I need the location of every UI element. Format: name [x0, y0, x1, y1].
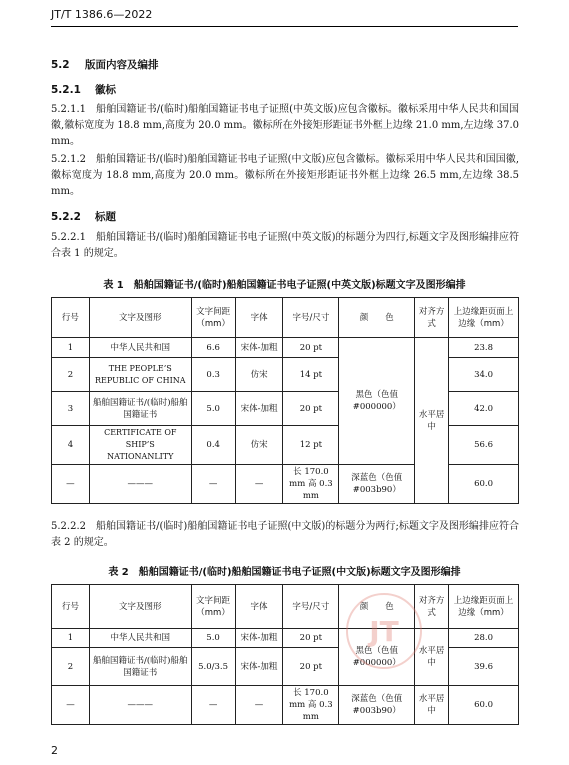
table-cell: 23.8: [449, 338, 519, 358]
table-cell: 长 170.0 mm 高 0.3 mm: [283, 465, 339, 504]
table1-caption: 表 1 船舶国籍证书/(临时)船舶国籍证书电子证照(中英文版)标题文字及图形编排: [103, 280, 466, 291]
table-cell: 0.4: [191, 426, 235, 465]
table-cell: 34.0: [449, 358, 519, 392]
table-row: [52, 465, 519, 504]
table-cell: —: [191, 465, 235, 504]
heading-5-2: 5.2 版面内容及编排: [51, 59, 159, 71]
table-cell: 5.0: [191, 629, 235, 648]
color-cell: 黑色（色值#000000）: [339, 629, 415, 686]
table-cell: 60.0: [449, 465, 519, 504]
align-cell: 水平居中: [415, 338, 449, 504]
table-cell: 1: [52, 338, 90, 358]
table-cell: 6.6: [191, 338, 235, 358]
table-cell: 宋体-加粗: [235, 392, 283, 426]
table-cell: 42.0: [449, 392, 519, 426]
table-cell: 60.0: [449, 686, 519, 725]
table1-header-cell: 行号: [52, 298, 90, 338]
table-cell: 船舶国籍证书/(临时)船舶国籍证书: [89, 392, 191, 426]
paragraph-5-2-2-1: 5.2.2.1 船舶国籍证书/(临时)船舶国籍证书电子证照(中英文版)的标题分为四行,标题文字及图形编排应符合表 1 的规定。: [51, 232, 519, 259]
table-row: [52, 338, 519, 358]
heading-5-2-1: 5.2.1 徽标: [51, 84, 116, 96]
table1-header-cell: 颜 色: [339, 298, 415, 338]
table-cell: 12 pt: [283, 426, 339, 465]
table-cell: —: [235, 465, 283, 504]
table-cell: 5.0/3.5: [191, 648, 235, 686]
table-cell: 中华人民共和国: [89, 338, 191, 358]
table2-header-cell: 字号/尺寸: [283, 585, 339, 629]
table-cell: 39.6: [449, 648, 519, 686]
table-cell: 20 pt: [283, 392, 339, 426]
paragraph-5-2-1-1: 5.2.1.1 船舶国籍证书/(临时)船舶国籍证书电子证照(中英文版)应包含徽标。徽标采用中华人民共和国国徽,徽标宽度为 18.8 mm,高度为 20.0 mm。徽标所在外接矩形距证书外框上边缘 21.0 mm,左边缘 37.0 mm。: [51, 104, 519, 147]
paragraph-5-2-1-2: 5.2.1.2 船舶国籍证书/(临时)船舶国籍证书电子证照(中文版)应包含徽标。徽标采用中华人民共和国国徽,徽标宽度为 18.8 mm,高度为 20.0 mm。徽标所在外接矩形距证书外框上边缘 26.5 mm,左边缘 38.5 mm。: [51, 154, 519, 197]
table-cell: 宋体-加粗: [235, 648, 283, 686]
table1-header-cell: 文字间距（mm）: [191, 298, 235, 338]
table-cell: 20 pt: [283, 648, 339, 686]
table2-header-cell: 文字及图形: [89, 585, 191, 629]
table2-header-cell: 对齐方式: [415, 585, 449, 629]
table2-header-cell: 行号: [52, 585, 90, 629]
table-row: [52, 648, 519, 686]
table-cell: —: [52, 686, 90, 725]
table-cell: 船舶国籍证书/(临时)船舶国籍证书: [89, 648, 191, 686]
table-row: [52, 629, 519, 648]
table-cell: 2: [52, 358, 90, 392]
standard-code: JT/T 1386.6—2022: [51, 8, 153, 21]
jt-watermark-stamp: JT: [346, 593, 422, 669]
table-cell: ———: [89, 686, 191, 725]
table2-caption: 表 2 船舶国籍证书/(临时)船舶国籍证书电子证照(中文版)标题文字及图形编排: [108, 567, 461, 578]
table-cell: 0.3: [191, 358, 235, 392]
table-cell: ———: [89, 465, 191, 504]
table1-header-cell: 字号/尺寸: [283, 298, 339, 338]
align-cell: 水平居中: [415, 686, 449, 725]
table-cell: 2: [52, 648, 90, 686]
table-1: [51, 297, 519, 504]
table2-header-cell: 文字间距（mm）: [191, 585, 235, 629]
page-number: 2: [51, 744, 58, 757]
paragraph-5-2-2-2: 5.2.2.2 船舶国籍证书/(临时)船舶国籍证书电子证照(中文版)的标题分为两行;标题文字及图形编排应符合表 2 的规定。: [51, 521, 519, 548]
table-cell: 1: [52, 629, 90, 648]
table-row: [52, 426, 519, 465]
table-cell: THE PEOPLE’S REPUBLIC OF CHINA: [89, 358, 191, 392]
table1-header-cell: 字体: [235, 298, 283, 338]
table-cell: 56.6: [449, 426, 519, 465]
heading-5-2-2: 5.2.2 标题: [51, 211, 116, 223]
table-cell: —: [235, 686, 283, 725]
table2-header-cell: 上边缘距页面上边缘（mm）: [449, 585, 519, 629]
table1-header-row: [52, 298, 519, 338]
table-row: [52, 392, 519, 426]
table2-header-row: [52, 585, 519, 629]
table1-header-cell: 对齐方式: [415, 298, 449, 338]
table-cell: 3: [52, 392, 90, 426]
table-cell: 14 pt: [283, 358, 339, 392]
header-rule: [51, 26, 518, 27]
table2-header-cell: 颜 色: [339, 585, 415, 629]
table-cell: 5.0: [191, 392, 235, 426]
color-cell: 深蓝色（色值#003b90）: [339, 686, 415, 725]
color-cell: 黑色（色值#000000）: [339, 338, 415, 465]
table1-header-cell: 上边缘距页面上边缘（mm）: [449, 298, 519, 338]
table2-header-cell: 字体: [235, 585, 283, 629]
table-cell: —: [52, 465, 90, 504]
align-cell: 水平居中: [415, 629, 449, 686]
table-2: [51, 584, 519, 725]
table-cell: —: [191, 686, 235, 725]
table-cell: 宋体-加粗: [235, 338, 283, 358]
table-cell: 4: [52, 426, 90, 465]
table-cell: 仿宋: [235, 426, 283, 465]
table1-header-cell: 文字及图形: [89, 298, 191, 338]
table-cell: 28.0: [449, 629, 519, 648]
table-cell: 仿宋: [235, 358, 283, 392]
table-row: [52, 686, 519, 725]
table-cell: 20 pt: [283, 338, 339, 358]
color-cell: 深蓝色（色值#003b90）: [339, 465, 415, 504]
table-cell: 宋体-加粗: [235, 629, 283, 648]
table-row: [52, 358, 519, 392]
table-cell: CERTIFICATE OF SHIP’S NATIONANLITY: [89, 426, 191, 465]
table-cell: 20 pt: [283, 629, 339, 648]
table-cell: 中华人民共和国: [89, 629, 191, 648]
table-cell: 长 170.0 mm 高 0.3 mm: [283, 686, 339, 725]
